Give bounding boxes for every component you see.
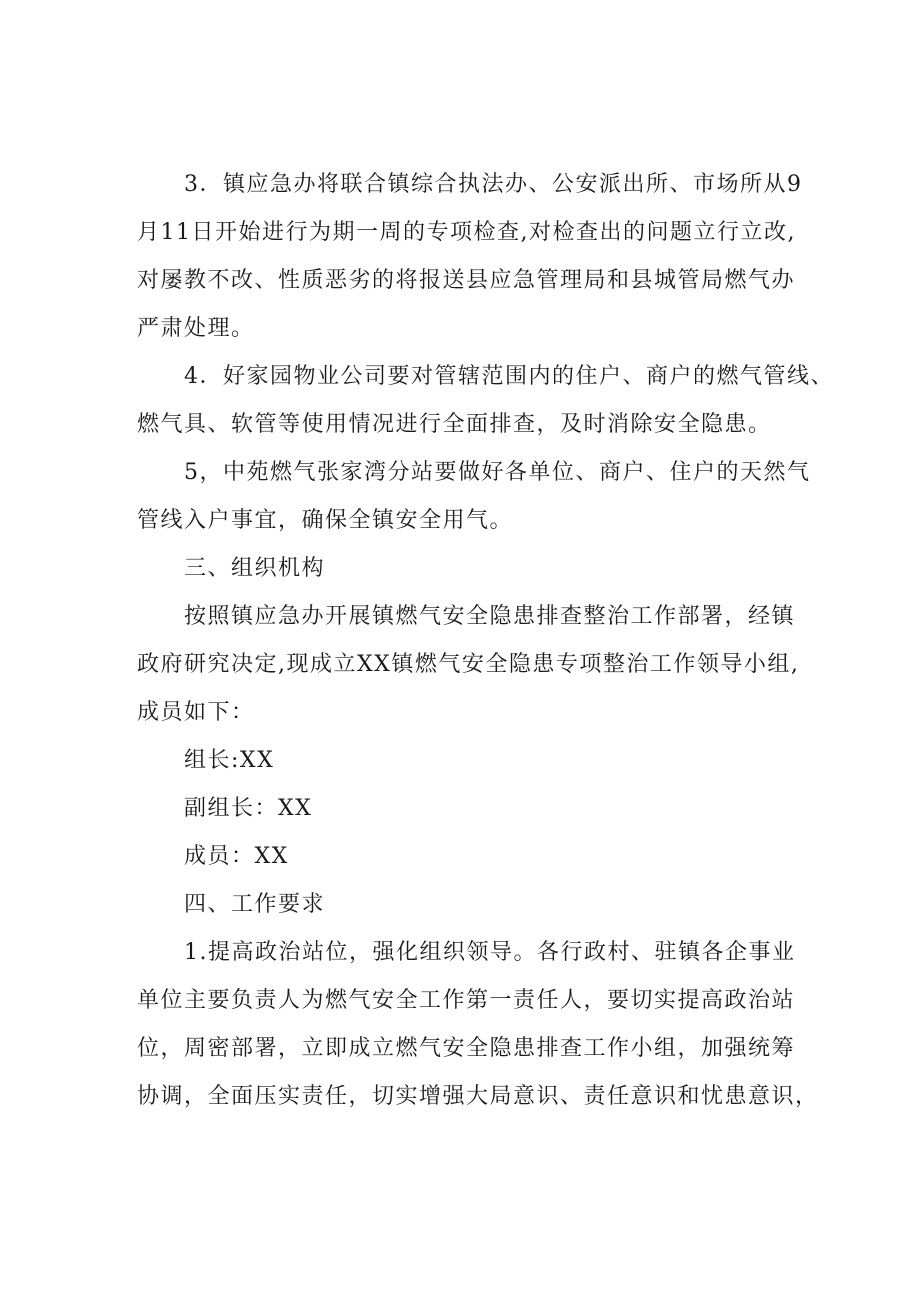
text-line: 位，周密部署，立即成立燃气安全隐患排查工作小组，加强统筹 bbox=[137, 1036, 796, 1061]
text-line: 燃气具、软管等使用情况进行全面排查，及时消除安全隐患。 bbox=[137, 412, 772, 437]
text-line: 管线入户事宜，确保全镇安全用气。 bbox=[137, 508, 514, 533]
text-line: 协调，全面压实责任，切实增强大局意识、责任意识和忧患意识， bbox=[137, 1084, 819, 1109]
text-line: 3．镇应急办将联合镇综合执法办、公安派出所、市场所从9 bbox=[184, 172, 803, 197]
text-line: 政府研究决定,现成立XX镇燃气安全隐患专项整治工作领导小组, bbox=[137, 652, 800, 677]
leader-line: 组长:XX bbox=[184, 748, 275, 773]
document-body bbox=[137, 161, 834, 1121]
text-line: 4．好家园物业公司要对管辖范围内的住户、商户的燃气管线、 bbox=[184, 364, 834, 389]
text-line: 按照镇应急办开展镇燃气安全隐患排查整治工作部署，经镇 bbox=[184, 604, 796, 629]
section-heading-requirements: 四、工作要求 bbox=[184, 892, 326, 917]
text-line: 对屡教不改、性质恶劣的将报送县应急管理局和县城管局燃气办 bbox=[137, 268, 796, 293]
paragraph-item-4 bbox=[137, 353, 834, 449]
paragraph-item-5 bbox=[137, 449, 811, 545]
paragraph-requirement-1 bbox=[137, 929, 819, 1121]
vice-leader-line: 副组长：XX bbox=[184, 796, 313, 821]
section-heading-organization: 三、组织机构 bbox=[184, 556, 326, 581]
paragraph-item-3 bbox=[137, 161, 803, 353]
members-line: 成员：XX bbox=[184, 844, 289, 869]
paragraph-organization bbox=[137, 593, 800, 737]
text-line: 1.提高政治站位，强化组织领导。各行政村、驻镇各企事业 bbox=[184, 940, 796, 965]
text-line: 严肃处理。 bbox=[137, 316, 255, 341]
text-line: 成员如下： bbox=[137, 700, 255, 725]
text-line: 单位主要负责人为燃气安全工作第一责任人，要切实提高政治站 bbox=[137, 988, 796, 1013]
text-line: 月11日开始进行为期一周的专项检查,对检查出的问题立行立改, bbox=[137, 220, 796, 245]
text-line: 5，中苑燃气张家湾分站要做好各单位、商户、住户的天然气 bbox=[184, 460, 811, 485]
